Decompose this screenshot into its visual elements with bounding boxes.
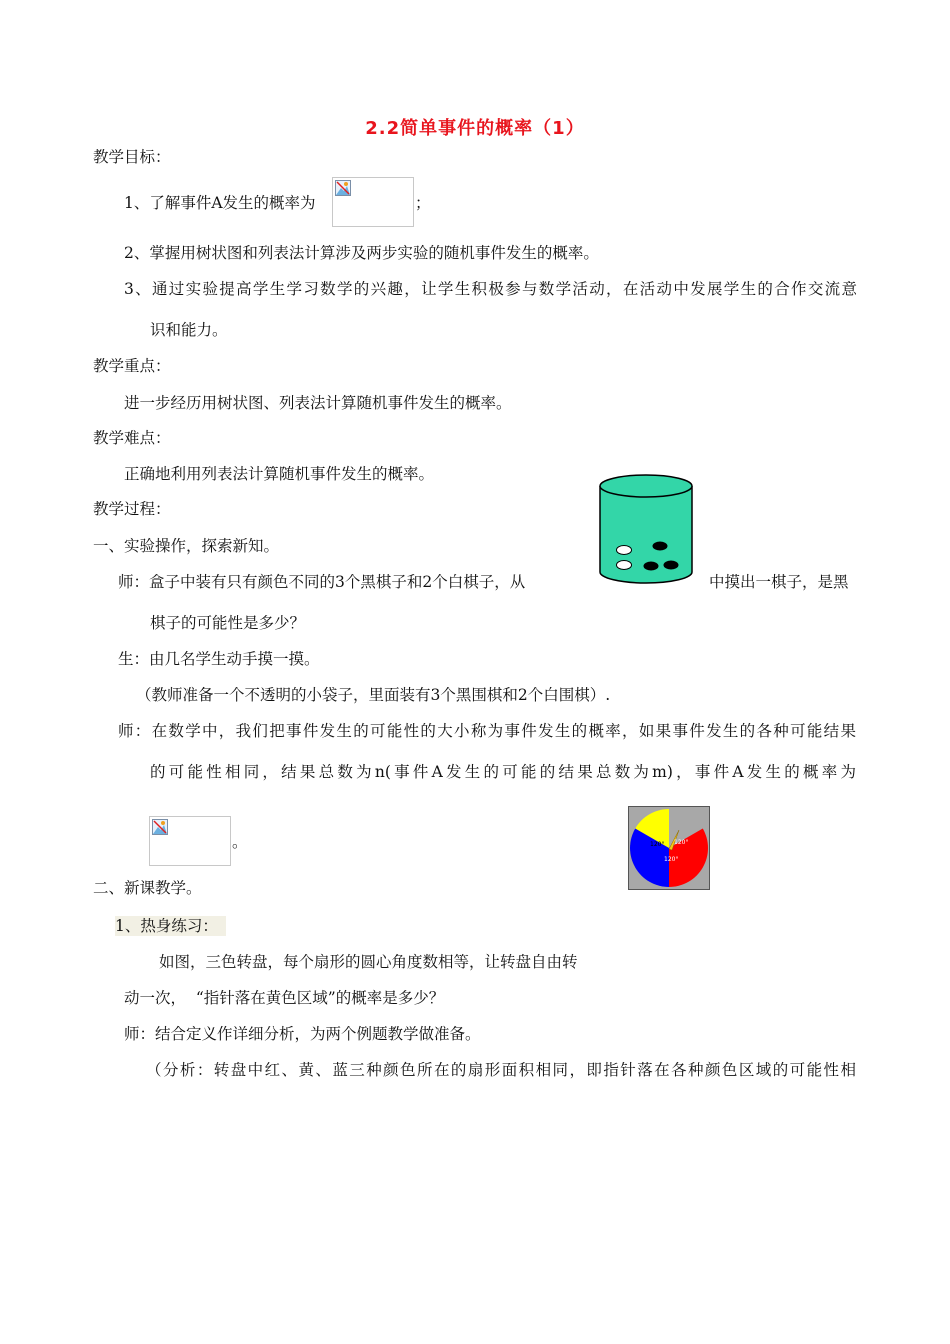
student-1: 生：由几名学生动手摸一摸。 (118, 650, 320, 668)
broken-image-icon (335, 180, 351, 196)
warmup-line1: 如图，三色转盘，每个扇形的圆心角度数相等，让转盘自由转 (159, 953, 578, 971)
difficulty-text: 正确地利用列表法计算随机事件发生的概率。 (124, 465, 435, 483)
white-piece (617, 561, 632, 570)
spinner-label-blue: 120° (664, 856, 679, 863)
objectives-heading: 教学目标： (93, 148, 171, 166)
objective-3-line1: 3、通过实验提高学生学习数学的兴趣，让学生积极参与数学活动，在活动中发展学生的合作交流意 (124, 280, 857, 298)
teacher-1-right: 中摸出一棋子，是黑 (709, 573, 849, 591)
warmup-line2: 动一次， “指针落在黄色区域”的概率是多少？ (124, 989, 445, 1007)
teacher-2-line1: 师：在数学中，我们把事件发生的可能性的大小称为事件发生的概率，如果事件发生的各种可能结果 (118, 722, 856, 740)
formula-image-placeholder (332, 177, 414, 227)
teacher-2-suffix: 。 (232, 833, 248, 851)
spinner-label-yellow: 120° (650, 841, 665, 848)
box-top (600, 475, 692, 497)
warmup-heading: 1、热身练习： (115, 916, 226, 936)
black-piece (653, 542, 668, 551)
formula-image-placeholder-2 (149, 816, 231, 866)
objective-3-line2: 识和能力。 (150, 321, 228, 339)
part2-heading: 二、新课教学。 (93, 879, 202, 897)
part1-heading: 一、实验操作，探索新知。 (93, 537, 280, 555)
objective-1-text: 1、了解事件A发生的概率为 (124, 194, 316, 212)
teacher-1-left: 师：盒子中装有只有颜色不同的3个黑棋子和2个白棋子，从 (118, 573, 526, 591)
teacher-1-line2: 棋子的可能性是多少？ (150, 614, 306, 632)
page-title: 2.2简单事件的概率（1） (365, 118, 585, 139)
white-piece (617, 546, 632, 555)
teacher-3: 师：结合定义作详细分析，为两个例题教学做准备。 (124, 1025, 481, 1043)
broken-image-icon (152, 819, 168, 835)
key-heading: 教学重点： (93, 357, 171, 375)
process-heading: 教学过程： (93, 500, 171, 518)
key-text: 进一步经历用树状图、列表法计算随机事件发生的概率。 (124, 394, 512, 412)
spinner-label-red: 120° (674, 839, 689, 846)
objective-1 (124, 193, 316, 213)
difficulty-heading: 教学难点： (93, 429, 171, 447)
black-piece (644, 562, 659, 571)
objective-1-suffix: ； (415, 194, 431, 212)
note-1: （教师准备一个不透明的小袋子，里面装有3个黑围棋和2个白围棋）. (136, 686, 611, 704)
objective-2: 2、掌握用树状图和列表法计算涉及两步实验的随机事件发生的概率。 (124, 244, 599, 262)
spinner-figure (628, 806, 710, 890)
analysis: （分析：转盘中红、黄、蓝三种颜色所在的扇形面积相同，即指针落在各种颜色区域的可能性相 (146, 1061, 856, 1079)
black-piece (664, 561, 679, 570)
chess-box-figure (595, 474, 697, 586)
teacher-2-line2: 的可能性相同，结果总数为n(事件A发生的可能的结果总数为m)，事件A发生的概率为 (150, 763, 856, 781)
